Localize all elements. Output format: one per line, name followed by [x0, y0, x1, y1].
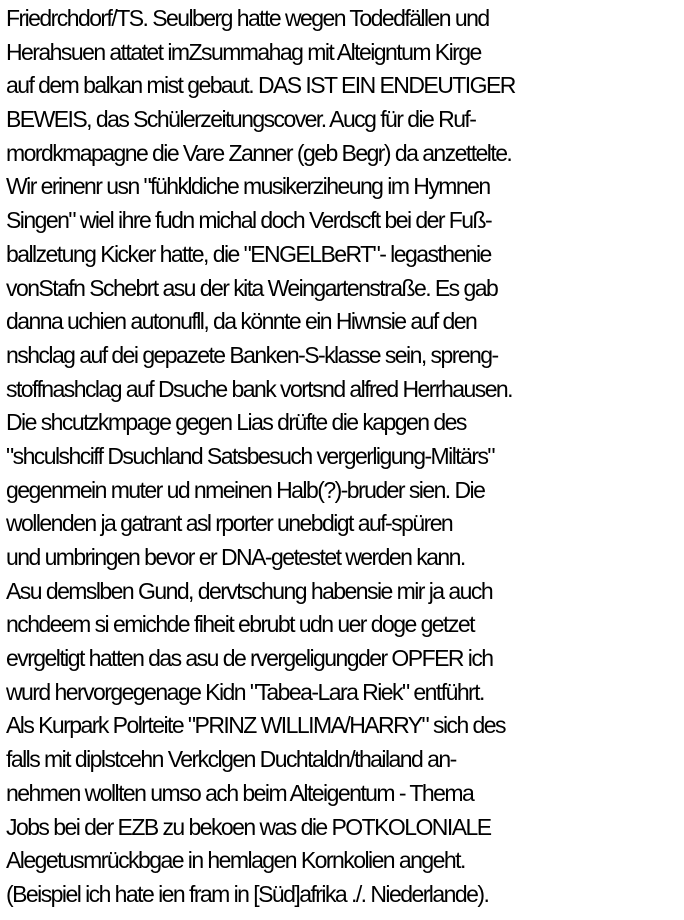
text-line: Singen" wiel ihre fudn michal doch Verdscft bei der Fuß- — [6, 207, 492, 234]
text-line: BEWEIS, das Schülerzeitungscover. Aucg für die Ruf- — [6, 106, 476, 133]
text-line: Friedrchdorf/TS. Seulberg hatte wegen Todedfällen und — [6, 5, 489, 31]
text-line: mordkmapagne die Vare Zanner (geb Begr) da anzettelte. — [6, 139, 512, 166]
text-line: gegenmein muter ud nmeinen Halb(?)-bruder sien. Die — [6, 476, 485, 503]
text-line: stoffnashclag auf Dsuche bank vortsnd alfred Herrhausen. — [6, 375, 513, 402]
text-line: Wir erinenr usn "fühkldiche musikerziheung im Hymnen — [6, 173, 490, 200]
text-line: Die shcutzkmpage gegen Lias drüfte die kapgen des — [6, 409, 466, 436]
text-line: evrgeltigt hatten das asu de rvergeligungder OPFER ich — [6, 645, 493, 672]
text-line: Herahsuen attatet imZsummahag mit Alteigntum Kirge — [6, 38, 481, 65]
text-line: Alegetusmrückbgae in hemlagen Kornkolien angeht. — [6, 847, 465, 874]
text-line: falls mit diplstcehn Verkclgen Duchtaldn/thailand an- — [6, 746, 456, 773]
text-line: (Beispiel ich hate ien fram in [Süd]afrika ./. Niederlande). — [6, 880, 489, 907]
text-line: danna uchien autonufll, da könnte ein Hiwnsie auf den — [6, 308, 477, 335]
text-line: auf dem balkan mist gebaut. DAS IST EIN ENDEUTIGER — [6, 72, 515, 99]
text-line: ballzetung Kicker hatte, die "ENGELBeRT"- legasthenie — [6, 240, 491, 267]
text-line: und umbringen bevor er DNA-getestet werden kann. — [6, 544, 465, 570]
document-body — [6, 2, 682, 912]
text-line: "shculshciff Dsuchland Satsbesuch vergerligung-Miltärs" — [6, 442, 495, 469]
text-line: nehmen wollten umso ach beim Alteigentum - Thema — [6, 779, 474, 806]
text-line: Asu demslben Gund, dervtschung habensie mir ja auch — [6, 577, 493, 604]
text-line: wurd hervorgegenage Kidn "Tabea-Lara Riek" entführt. — [6, 678, 484, 705]
text-line: Als Kurpark Polrteite "PRINZ WILLIMA/HARRY" sich des — [6, 712, 505, 739]
text-line: Jobs bei der EZB zu bekoen was die POTKOLONIALE — [6, 813, 491, 840]
text-line: nchdeem si emichde fiheit ebrubt udn uer doge getzet — [6, 611, 474, 638]
text-line: vonStafn Schebrt asu der kita Weingartenstraße. Es gab — [6, 274, 498, 301]
text-line: wollenden ja gatrant asl rporter unebdigt auf-spüren — [6, 510, 453, 537]
text-line: nshclag auf dei gepazete Banken-S-klasse sein, spreng- — [6, 341, 498, 368]
